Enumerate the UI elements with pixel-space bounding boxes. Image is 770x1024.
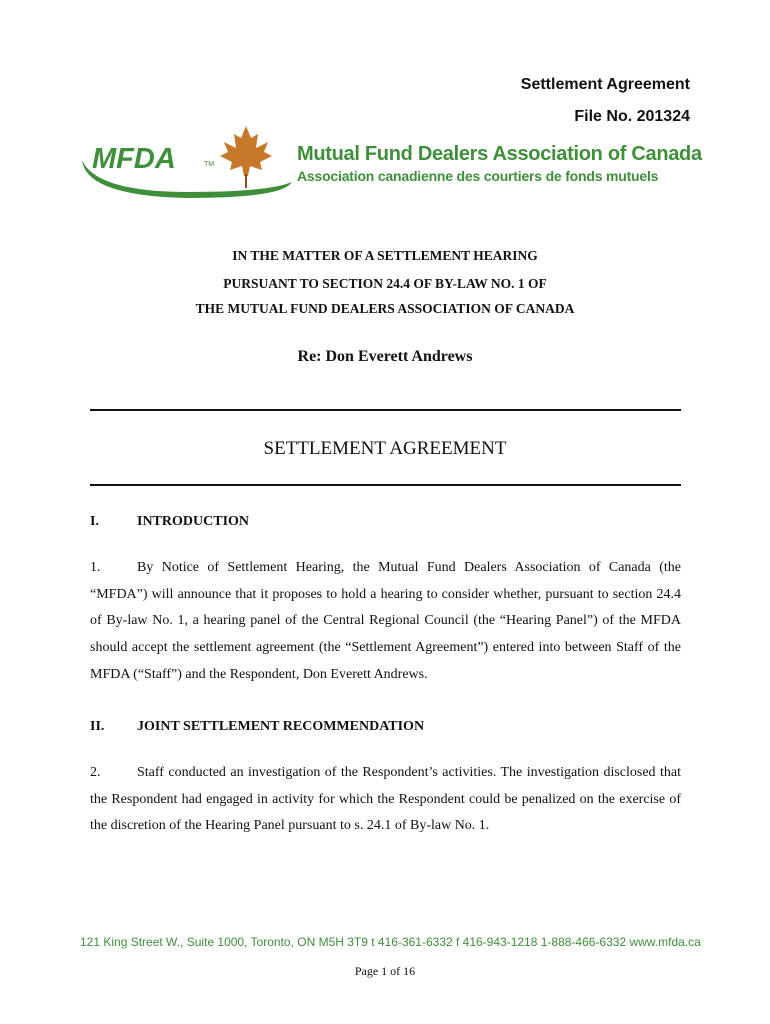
section-number: II. [90, 719, 105, 734]
document-type-label: Settlement Agreement [520, 76, 690, 93]
respondent-line: Re: Don Everett Andrews [297, 348, 473, 365]
section-title: INTRODUCTION [137, 514, 250, 529]
file-number: File No. 201324 [574, 108, 690, 125]
logo-org-name-en: Mutual Fund Dealers Association of Canada [297, 143, 702, 165]
paragraph [90, 555, 681, 689]
mfda-logo-mark [78, 122, 298, 202]
logo-trademark: TM [204, 161, 215, 168]
maple-leaf-icon [220, 126, 272, 188]
mfda-logo [78, 122, 702, 202]
section-title: JOINT SETTLEMENT RECOMMENDATION [137, 719, 425, 734]
section-number: I. [90, 514, 99, 529]
paragraph-number: 2. [90, 765, 101, 780]
matter-heading-line-3: THE MUTUAL FUND DEALERS ASSOCIATION OF CANADA [195, 301, 575, 316]
paragraph-number: 1. [90, 560, 101, 575]
footer-address: 121 King Street W., Suite 1000, Toronto, ON M5H 3T9 t 416-361-6332 f 416-943-1218 1-888-466-6332 www.mfda.ca [80, 935, 701, 949]
logo-acronym: MFDA [92, 143, 176, 175]
paragraph-text: By Notice of Settlement Hearing, the Mutual Fund Dealers Association of Canada (the “MFDA”) will announce that it proposes to hold a hearing to consider whether, pursuant to section 24.4 of By-law No. 1, a hearing panel of the Central Regional Council (the “Hearing Panel”) of the MFDA should accept the settlement agreement (the “Settlement Agreement”) entered into between Staff of the MFDA (“Staff”) and the Respondent, Don Everett Andrews. [90, 560, 681, 682]
title-rule-bottom [90, 484, 681, 486]
paragraph [90, 760, 681, 840]
matter-heading-line-1: IN THE MATTER OF A SETTLEMENT HEARING [232, 248, 538, 263]
title-rule-top [90, 409, 681, 411]
matter-heading-line-2: PURSUANT TO SECTION 24.4 OF BY-LAW NO. 1 OF [223, 276, 547, 291]
logo-org-name-fr: Association canadienne des courtiers de fonds mutuels [297, 168, 659, 184]
paragraph-text: Staff conducted an investigation of the Respondent’s activities. The investigation disclosed that the Respondent had engaged in activity for which the Respondent could be penalized on the exercise of the discretion of the Hearing Panel pursuant to s. 24.1 of By-law No. 1. [90, 765, 681, 834]
document-title: SETTLEMENT AGREEMENT [263, 438, 507, 459]
page-number: Page 1 of 16 [354, 964, 416, 978]
